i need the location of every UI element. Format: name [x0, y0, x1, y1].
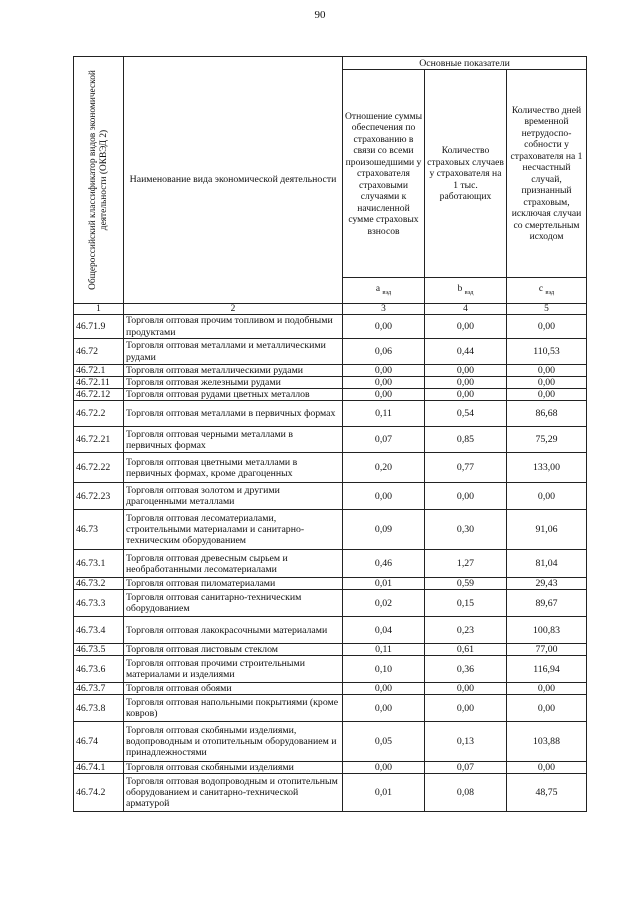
value-a: 0,11	[343, 644, 425, 656]
activity-name: Торговля оптовая железными рудами	[124, 377, 343, 389]
value-c: 0,00	[507, 389, 587, 401]
column-number-row	[74, 304, 587, 315]
activity-name: Торговля оптовая цветными металлами в первичных формах, кроме драгоценных	[124, 453, 343, 483]
okved-code: 46.73.8	[74, 695, 124, 722]
okved-code: 46.73.6	[74, 656, 124, 683]
value-c: 0,00	[507, 483, 587, 510]
value-b: 0,15	[425, 590, 507, 617]
activity-name: Торговля оптовая металлическими рудами	[124, 365, 343, 377]
value-c: 100,83	[507, 617, 587, 644]
activity-name: Торговля оптовая металлами в первичных формах	[124, 401, 343, 427]
value-c: 75,29	[507, 427, 587, 453]
value-c: 77,00	[507, 644, 587, 656]
activity-name-header: Наименование вида экономической деятельности	[124, 57, 343, 304]
value-b: 1,27	[425, 550, 507, 578]
subscript-c: вэд	[545, 289, 555, 297]
table-row	[74, 483, 587, 510]
value-a: 0,07	[343, 427, 425, 453]
table-row	[74, 644, 587, 656]
value-b: 0,00	[425, 365, 507, 377]
okved-header: Общероссийский классификатор видов экономической деятельности (ОКВЭД 2)	[87, 70, 109, 290]
indicator-b-symbol	[425, 278, 507, 304]
okved-code: 46.73.3	[74, 590, 124, 617]
value-b: 0,00	[425, 377, 507, 389]
column-number: 1	[74, 304, 124, 315]
activity-name: Торговля оптовая пиломатериалами	[124, 578, 343, 590]
table-row	[74, 590, 587, 617]
value-a: 0,00	[343, 483, 425, 510]
value-b: 0,13	[425, 722, 507, 762]
table-row	[74, 453, 587, 483]
value-c: 110,53	[507, 339, 587, 365]
value-c: 0,00	[507, 762, 587, 774]
value-b: 0,44	[425, 339, 507, 365]
value-c: 0,00	[507, 377, 587, 389]
value-c: 86,68	[507, 401, 587, 427]
table-row	[74, 550, 587, 578]
okved-code: 46.71.9	[74, 315, 124, 339]
table-row	[74, 365, 587, 377]
value-c: 48,75	[507, 774, 587, 812]
okved-code: 46.72.21	[74, 427, 124, 453]
indicator-c-symbol	[507, 278, 587, 304]
okved-code: 46.73.7	[74, 683, 124, 695]
value-b: 0,36	[425, 656, 507, 683]
value-a: 0,11	[343, 401, 425, 427]
value-c: 29,43	[507, 578, 587, 590]
activity-name: Торговля оптовая скобяными изделиями	[124, 762, 343, 774]
okved-code: 46.74.2	[74, 774, 124, 812]
table-row	[74, 722, 587, 762]
activity-name: Торговля оптовая листовым стеклом	[124, 644, 343, 656]
table-row	[74, 339, 587, 365]
main-indicators-header: Основные показатели	[343, 57, 587, 70]
activity-name: Торговля оптовая санитарно-техническим оборудованием	[124, 590, 343, 617]
okved-code: 46.72.12	[74, 389, 124, 401]
okved-code: 46.73.2	[74, 578, 124, 590]
indicator-c-header: Количество дней временной нетрудоспо-собности у страхователя на 1 несчастный случай, признанный страховым, исключая случаи со смертельным исходом	[507, 70, 587, 278]
symbol-b: b	[457, 284, 463, 295]
value-b: 0,00	[425, 315, 507, 339]
indicator-b-header: Количество страховых случаев у страхователя на 1 тыс. работающих	[425, 70, 507, 278]
column-number: 4	[425, 304, 507, 315]
value-b: 0,77	[425, 453, 507, 483]
indicator-a-header: Отношение суммы обеспечения по страхованию в связи со всеми произошедшими у страхователя страховыми случаями к начисленной сумме страховых взносов	[343, 70, 425, 278]
value-c: 133,00	[507, 453, 587, 483]
activity-name: Торговля оптовая рудами цветных металлов	[124, 389, 343, 401]
table-row	[74, 389, 587, 401]
activity-name: Торговля оптовая обоями	[124, 683, 343, 695]
indicator-a-symbol	[343, 278, 425, 304]
value-c: 91,06	[507, 510, 587, 550]
value-b: 0,00	[425, 683, 507, 695]
value-a: 0,05	[343, 722, 425, 762]
okved-code: 46.73.5	[74, 644, 124, 656]
value-c: 0,00	[507, 683, 587, 695]
value-a: 0,04	[343, 617, 425, 644]
table-row	[74, 578, 587, 590]
okved-code: 46.72.22	[74, 453, 124, 483]
okved-header-cell	[74, 57, 124, 304]
value-c: 0,00	[507, 365, 587, 377]
value-a: 0,02	[343, 590, 425, 617]
value-c: 116,94	[507, 656, 587, 683]
activity-name: Торговля оптовая напольными покрытиями (кроме ковров)	[124, 695, 343, 722]
value-b: 0,00	[425, 389, 507, 401]
column-number: 2	[124, 304, 343, 315]
activity-name: Торговля оптовая золотом и другими драгоценными металлами	[124, 483, 343, 510]
table-row	[74, 774, 587, 812]
value-b: 0,59	[425, 578, 507, 590]
value-a: 0,06	[343, 339, 425, 365]
activity-name: Торговля оптовая лакокрасочными материалами	[124, 617, 343, 644]
table-row	[74, 401, 587, 427]
value-a: 0,01	[343, 774, 425, 812]
value-b: 0,23	[425, 617, 507, 644]
okved-code: 46.72.1	[74, 365, 124, 377]
okved-code: 46.72.23	[74, 483, 124, 510]
activity-name: Торговля оптовая металлами и металлическими рудами	[124, 339, 343, 365]
value-a: 0,00	[343, 683, 425, 695]
okved-code: 46.74.1	[74, 762, 124, 774]
value-a: 0,00	[343, 762, 425, 774]
column-number: 3	[343, 304, 425, 315]
value-a: 0,00	[343, 365, 425, 377]
value-a: 0,10	[343, 656, 425, 683]
value-c: 89,67	[507, 590, 587, 617]
okved-code: 46.73	[74, 510, 124, 550]
value-b: 0,07	[425, 762, 507, 774]
value-a: 0,20	[343, 453, 425, 483]
table-row	[74, 762, 587, 774]
table-row	[74, 695, 587, 722]
value-a: 0,09	[343, 510, 425, 550]
okved-code: 46.73.1	[74, 550, 124, 578]
subscript-a: вэд	[382, 289, 392, 297]
value-b: 0,85	[425, 427, 507, 453]
table-body	[74, 315, 587, 812]
value-a: 0,46	[343, 550, 425, 578]
okved-code: 46.72.11	[74, 377, 124, 389]
table-row	[74, 315, 587, 339]
value-c: 81,04	[507, 550, 587, 578]
activity-name: Торговля оптовая водопроводным и отопительным оборудованием и санитарно-технической арматурой	[124, 774, 343, 812]
indicators-table	[73, 56, 587, 812]
table-row	[74, 656, 587, 683]
subscript-b: вэд	[464, 289, 474, 297]
value-b: 0,54	[425, 401, 507, 427]
table-row	[74, 617, 587, 644]
value-b: 0,61	[425, 644, 507, 656]
activity-name: Торговля оптовая лесоматериалами, строительными материалами и санитарно-техническим оборудованием	[124, 510, 343, 550]
page-number: 90	[314, 9, 326, 21]
activity-name: Торговля оптовая черными металлами в первичных формах	[124, 427, 343, 453]
symbol-c: c	[538, 284, 543, 295]
value-a: 0,01	[343, 578, 425, 590]
okved-code: 46.73.4	[74, 617, 124, 644]
symbol-a: a	[375, 284, 380, 295]
activity-name: Торговля оптовая древесным сырьем и необработанными лесоматериалами	[124, 550, 343, 578]
table-row	[74, 377, 587, 389]
okved-code: 46.74	[74, 722, 124, 762]
okved-code: 46.72.2	[74, 401, 124, 427]
value-b: 0,08	[425, 774, 507, 812]
okved-code: 46.72	[74, 339, 124, 365]
value-c: 0,00	[507, 695, 587, 722]
value-b: 0,30	[425, 510, 507, 550]
value-b: 0,00	[425, 483, 507, 510]
activity-name: Торговля оптовая прочим топливом и подобными продуктами	[124, 315, 343, 339]
table-row	[74, 683, 587, 695]
value-c: 0,00	[507, 315, 587, 339]
value-a: 0,00	[343, 695, 425, 722]
column-number: 5	[507, 304, 587, 315]
value-a: 0,00	[343, 377, 425, 389]
value-c: 103,88	[507, 722, 587, 762]
table-row	[74, 427, 587, 453]
value-a: 0,00	[343, 315, 425, 339]
activity-name: Торговля оптовая прочими строительными материалами и изделиями	[124, 656, 343, 683]
table-row	[74, 510, 587, 550]
activity-name: Торговля оптовая скобяными изделиями, водопроводным и отопительным оборудованием и принадлежностями	[124, 722, 343, 762]
table-header	[74, 57, 587, 315]
value-b: 0,00	[425, 695, 507, 722]
value-a: 0,00	[343, 389, 425, 401]
